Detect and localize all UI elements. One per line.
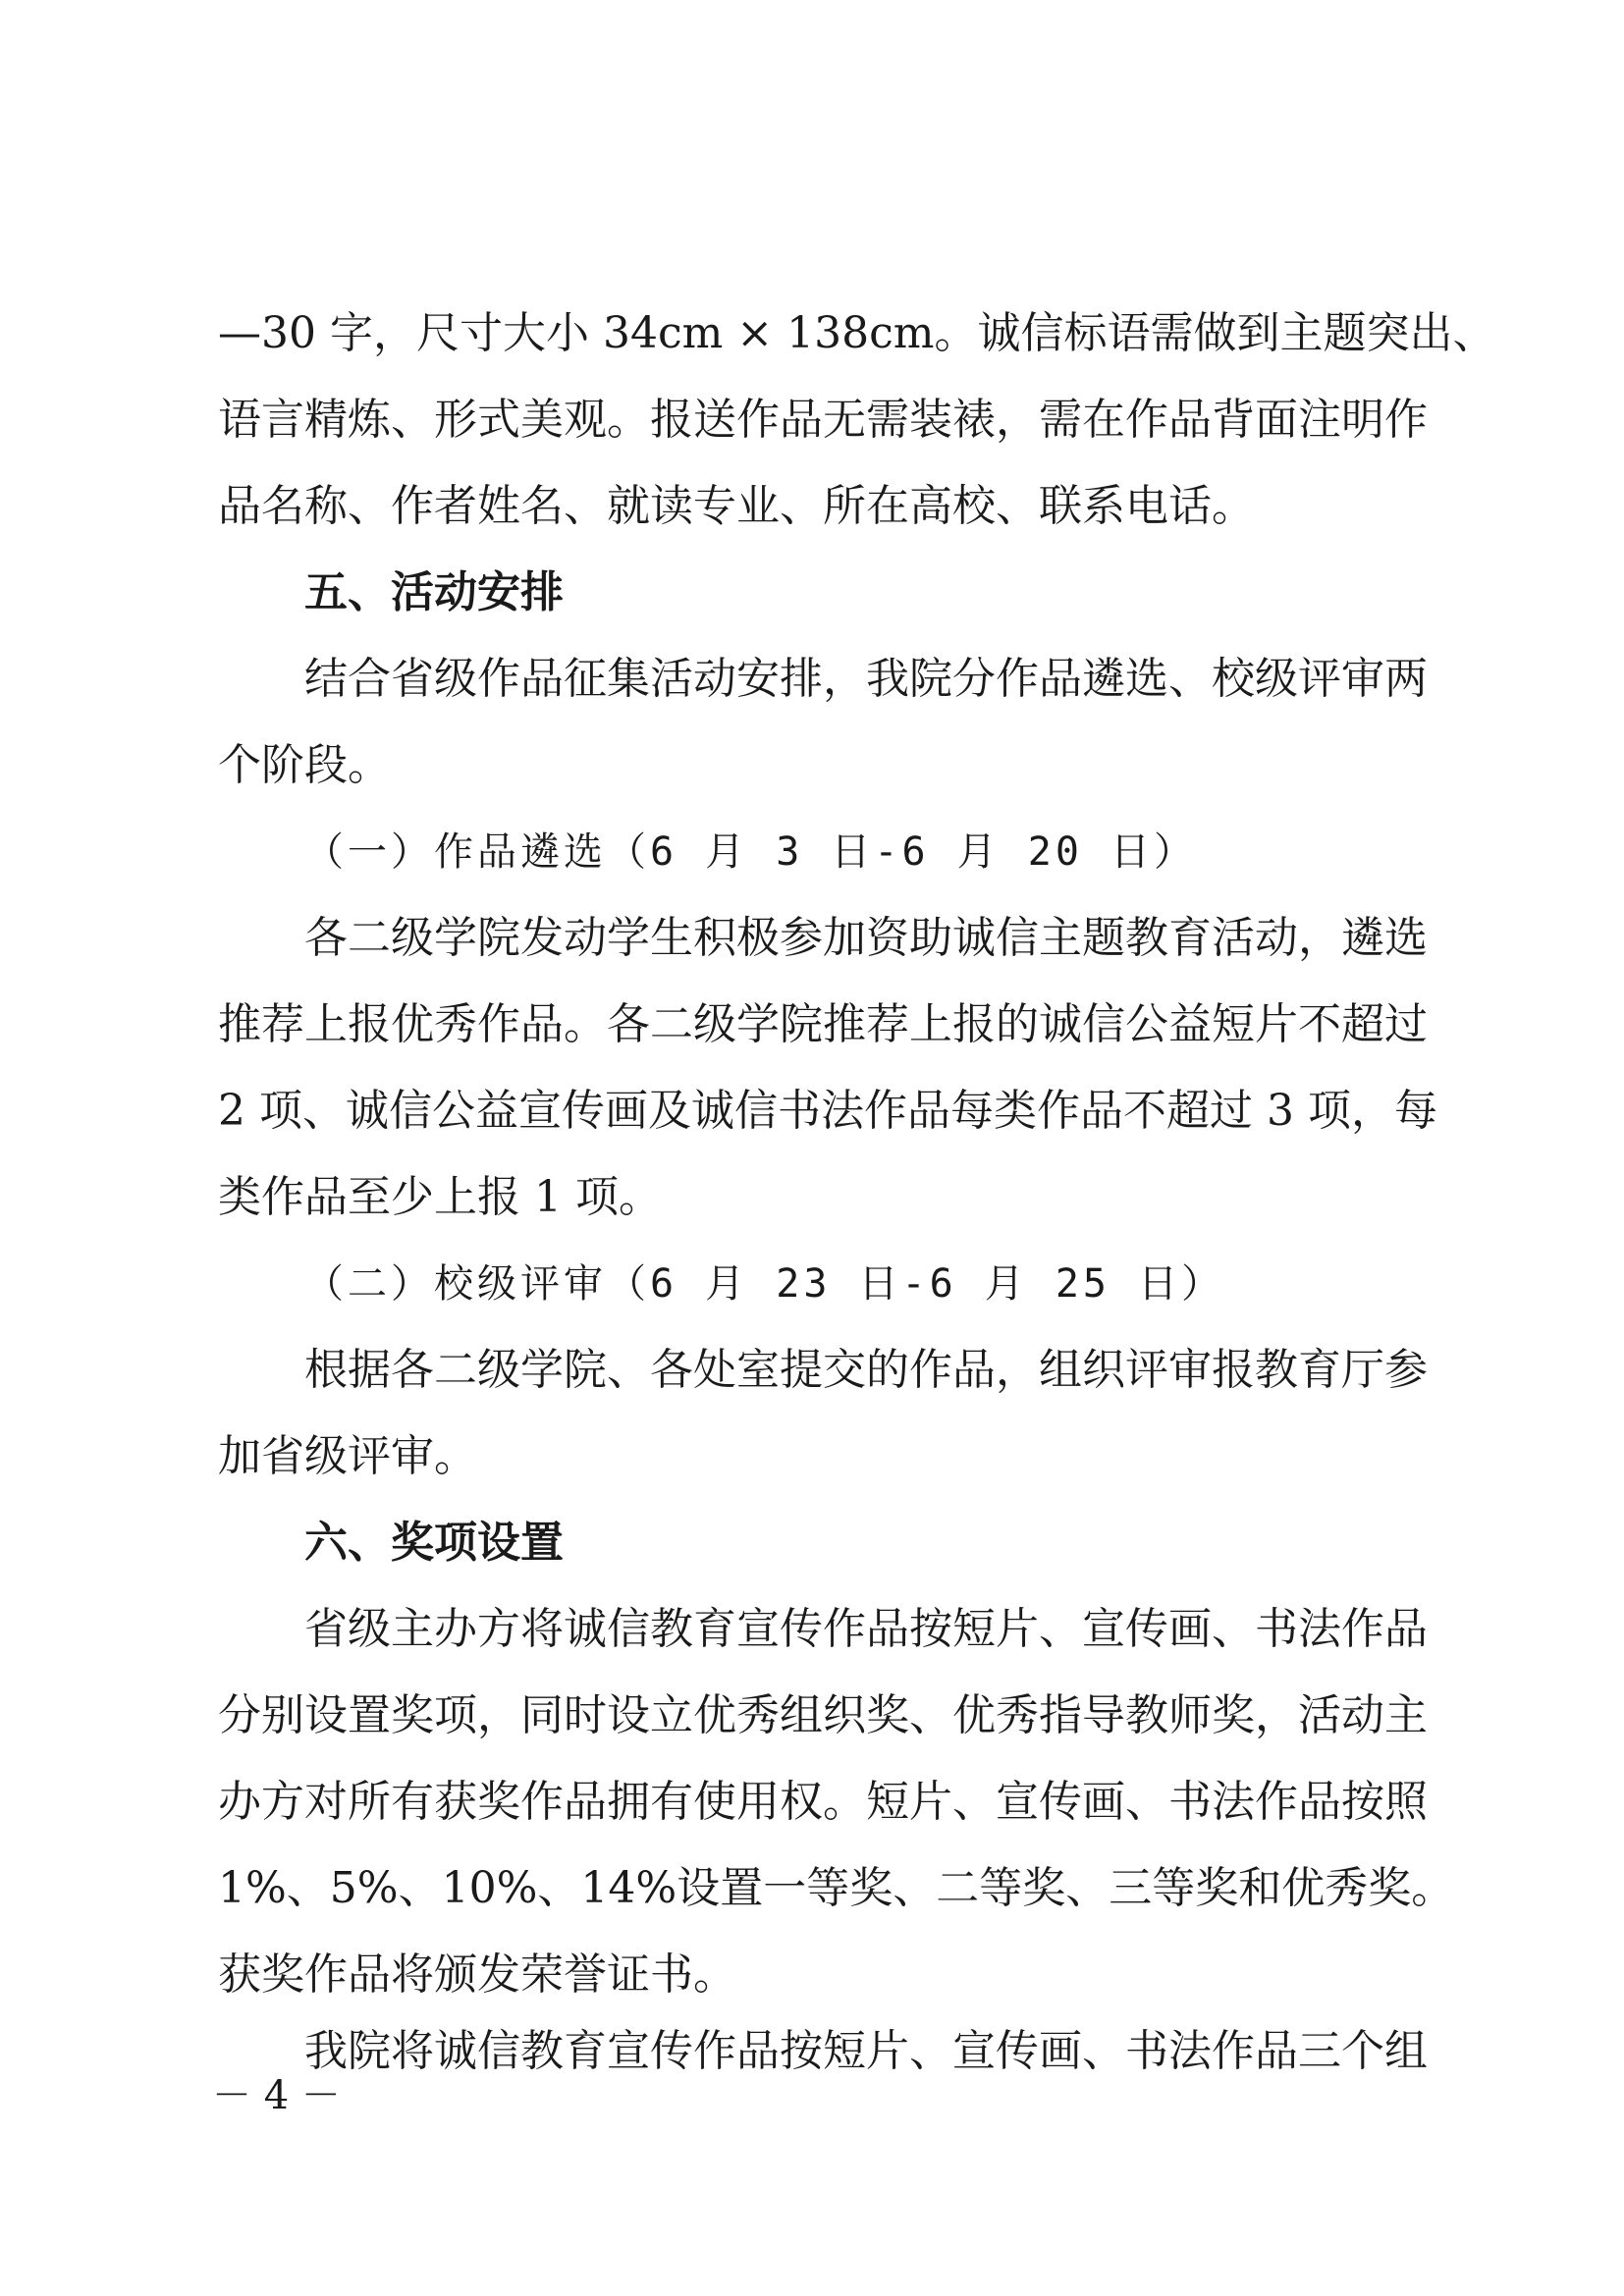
paragraph-line: 获奖作品将颁发荣誉证书。 (218, 1949, 736, 2000)
paragraph-line: 品名称、作者姓名、就读专业、所在高校、联系电话。 (218, 481, 1255, 531)
paragraph-line: 我院将诚信教育宣传作品按短片、宣传画、书法作品三个组 (304, 2026, 1428, 2076)
paragraph-line: 各二级学院发动学生积极参加资助诚信主题教育活动，遴选 (304, 913, 1428, 963)
paragraph-line: 推荐上报优秀作品。各二级学院推荐上报的诚信公益短片不超过 (218, 999, 1428, 1049)
paragraph-line: 个阶段。 (218, 740, 391, 790)
paragraph-line: 1%、5%、10%、14%设置一等奖、二等奖、三等奖和优秀奖。 (218, 1863, 1455, 1913)
paragraph-line: 结合省级作品征集活动安排，我院分作品遴选、校级评审两 (304, 654, 1428, 704)
paragraph-line: 语言精炼、形式美观。报送作品无需装裱，需在作品背面注明作 (218, 395, 1428, 445)
subsection-heading: （一）作品遴选（6 月 3 日-6 月 20 日） (304, 829, 1197, 875)
paragraph-line: 分别设置奖项，同时设立优秀组织奖、优秀指导教师奖，活动主 (218, 1690, 1428, 1740)
paragraph-line: 2 项、诚信公益宣传画及诚信书法作品每类作品不超过 3 项，每 (218, 1086, 1437, 1136)
paragraph-line: 根据各二级学院、各处室提交的作品，组织评审报教育厅参 (304, 1345, 1428, 1395)
paragraph-line: —30 字，尺寸大小 34cm × 138cm。诚信标语需做到主题突出、 (218, 308, 1496, 358)
section-heading: 五、活动安排 (304, 567, 564, 617)
paragraph-line: 省级主办方将诚信教育宣传作品按短片、宣传画、书法作品 (304, 1604, 1428, 1654)
page-number: － 4 － (212, 2073, 341, 2118)
paragraph-line: 加省级评审。 (218, 1431, 477, 1481)
section-heading: 六、奖项设置 (304, 1518, 564, 1568)
paragraph-line: 办方对所有获奖作品拥有使用权。短片、宣传画、书法作品按照 (218, 1777, 1428, 1827)
subsection-heading: （二）校级评审（6 月 23 日-6 月 25 日） (304, 1261, 1225, 1307)
paragraph-line: 类作品至少上报 1 项。 (218, 1172, 662, 1222)
